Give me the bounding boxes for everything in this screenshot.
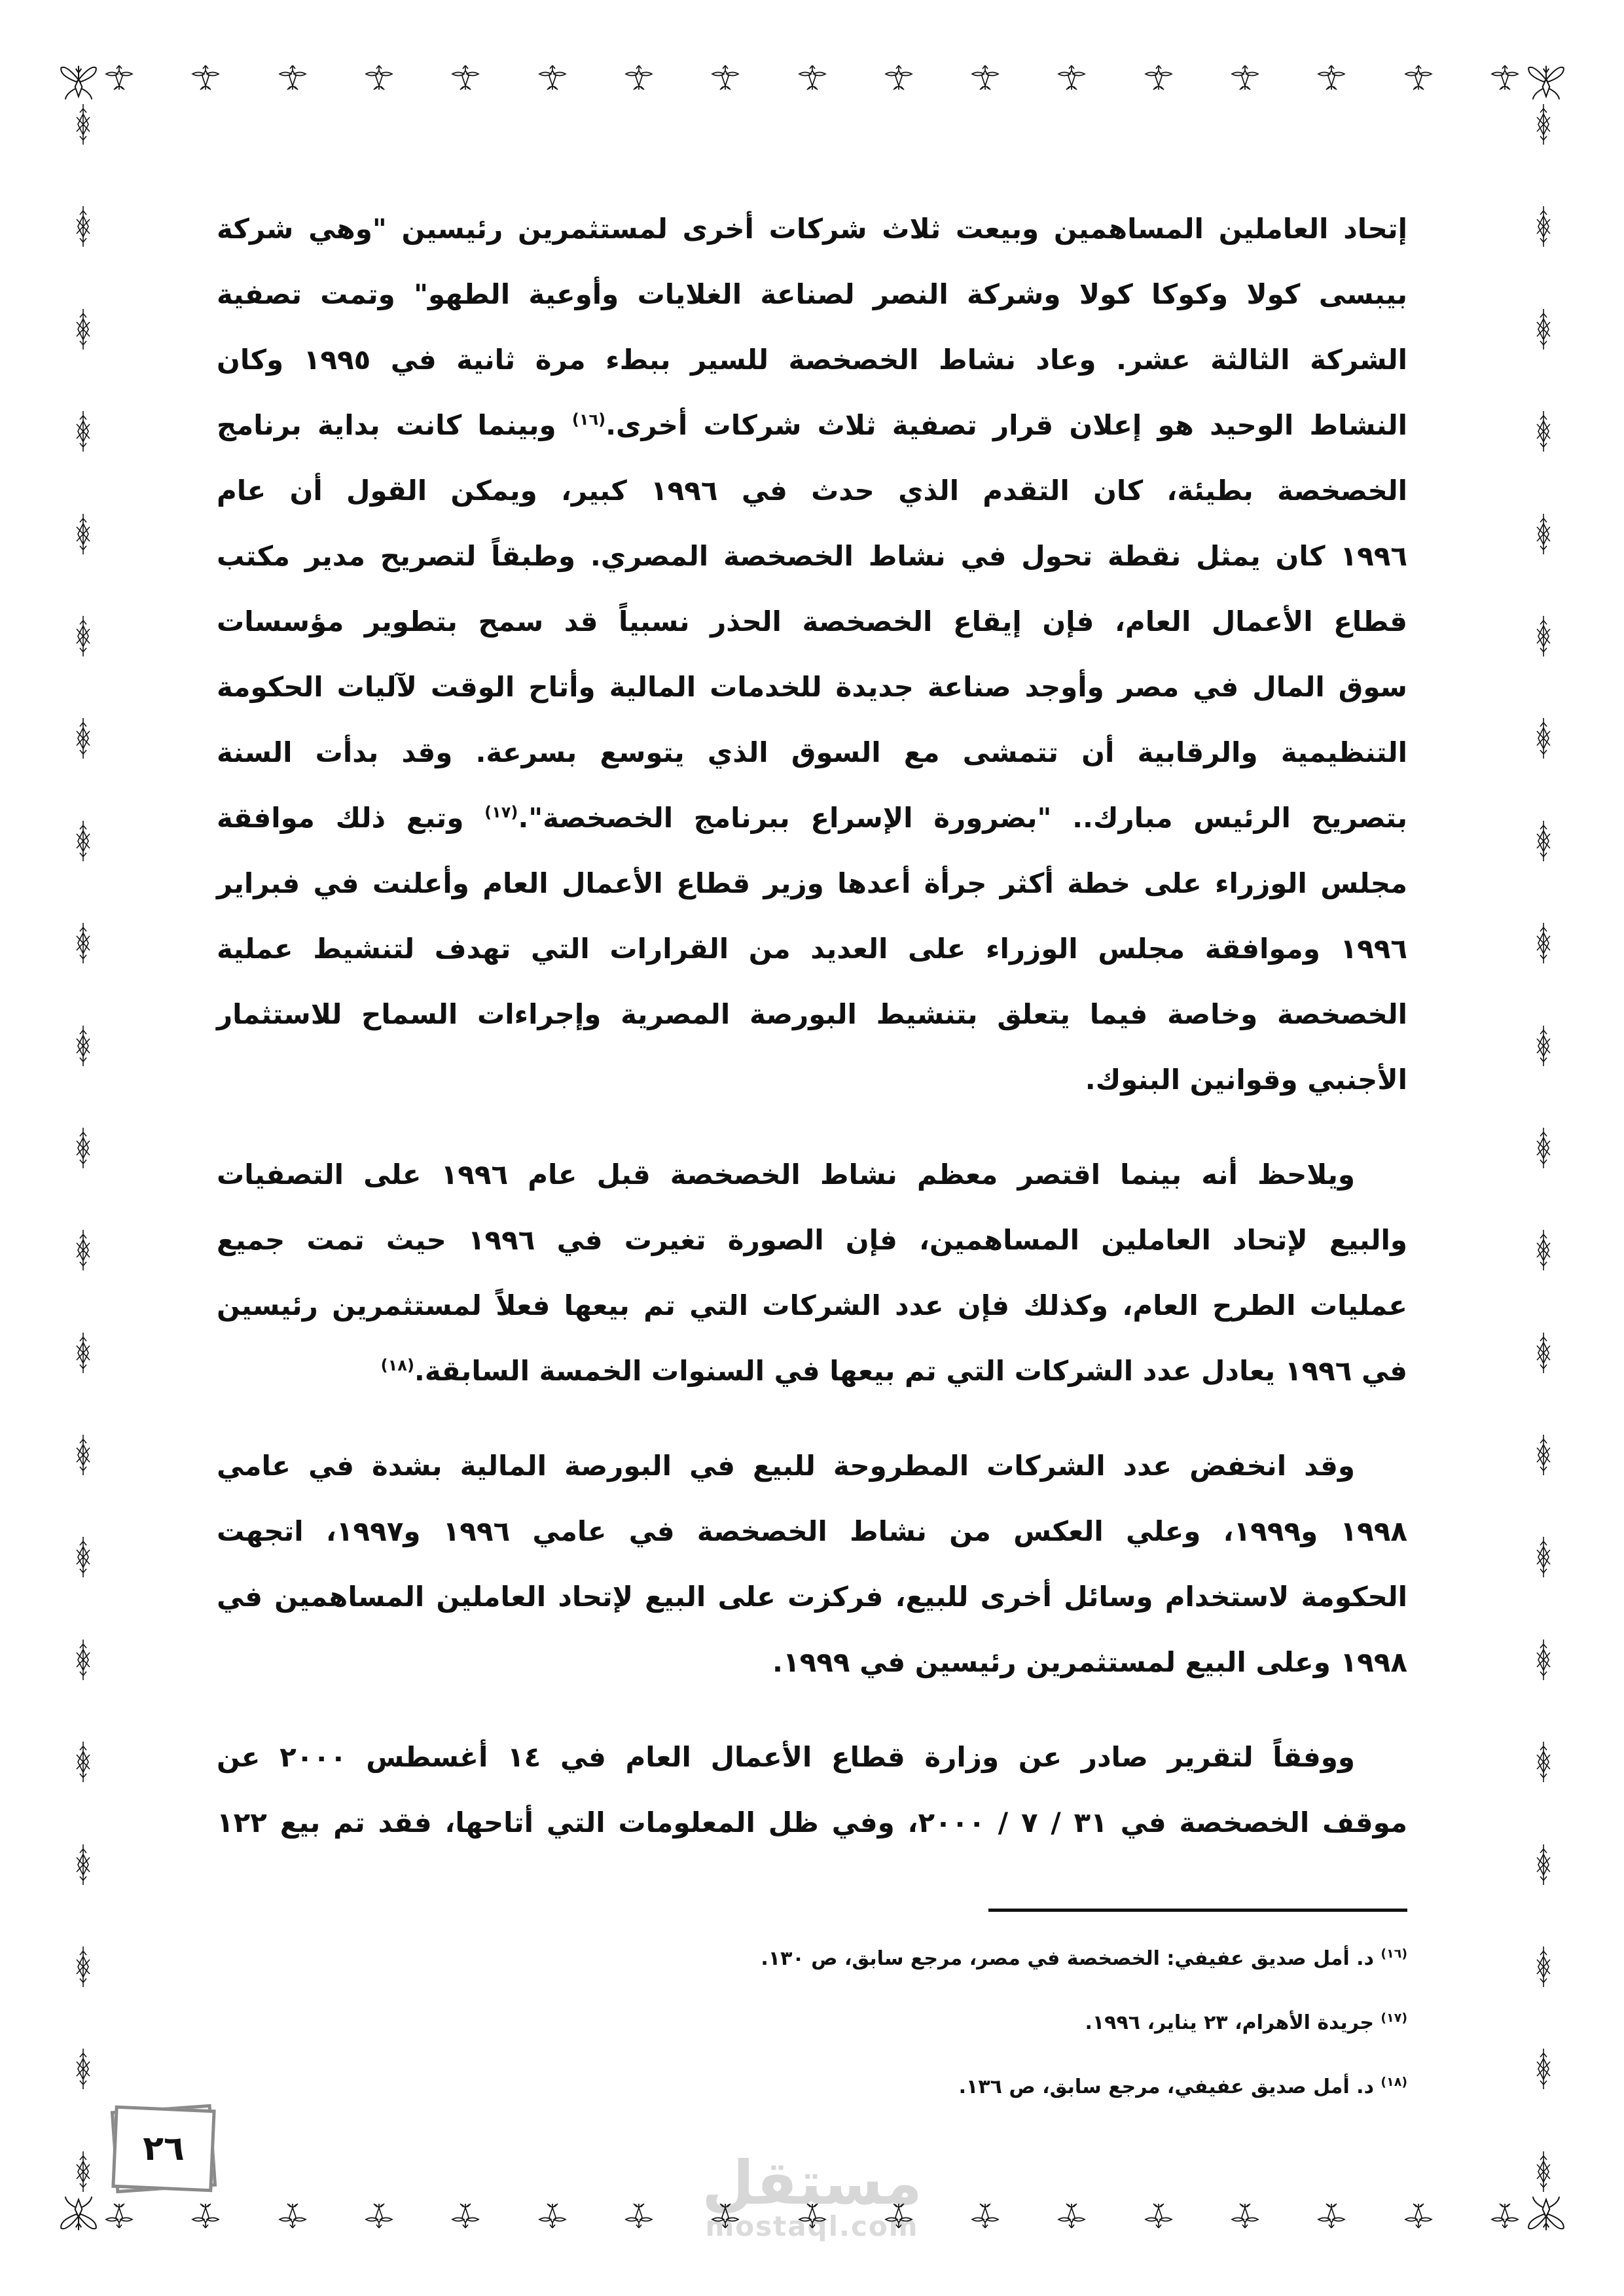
diamond-star-icon (1534, 1332, 1553, 1374)
body-text: الخصخصة بطيئة، كان التقدم الذي حدث في ١٩٩٦ كبير، ويمكن القول أن عام (217, 475, 1407, 507)
body-line (217, 1208, 1407, 1273)
body-line (217, 1725, 1407, 1790)
diamond-star-icon (1534, 717, 1553, 759)
footnote-ref: (١٧) (484, 803, 518, 821)
body-line (217, 327, 1407, 393)
page-body (217, 196, 1407, 1856)
diamond-star-icon (1534, 103, 1553, 145)
body-text: موقف الخصخصة في ٣١ / ٧ / ٢٠٠٠، وفي ظل المعلومات التي أتاحها، فقد تم بيع ١٢٢ (217, 1806, 1407, 1839)
footnote-text: د. أمل صديق عفيفي، مرجع سابق، ص ١٣٦. (958, 2075, 1381, 2098)
body-text: الخصخصة وخاصة فيما يتعلق بتنشيط البورصة المصرية وإجراءات السماح للاستثمار (217, 998, 1407, 1030)
floral-fleuron-icon (105, 64, 134, 90)
body-line (217, 851, 1407, 916)
footnotes-section (458, 1927, 1407, 2119)
watermark-domain: mostaql.com (705, 2210, 919, 2242)
diamond-star-icon (1534, 1536, 1553, 1578)
floral-fleuron-icon (1404, 2203, 1433, 2229)
diamond-star-icon (73, 1025, 93, 1067)
page-number: ٢٦ (143, 2129, 185, 2168)
corner-flower-icon (1525, 2194, 1567, 2236)
floral-fleuron-icon (365, 2203, 393, 2229)
footnote (458, 2055, 1407, 2119)
body-text: عمليات الطرح العام، وكذلك فإن عدد الشركات التي تم بيعها فعلاً لمستثمرين رئيسين (217, 1289, 1407, 1321)
floral-fleuron-icon (1317, 64, 1346, 90)
diamond-star-icon (73, 1434, 93, 1476)
corner-ornament-top-right (1525, 60, 1567, 102)
body-text: إتحاد العاملين المساهمين وبيعت ثلاث شركات أخرى لمستثمرين رئيسين "وهي شركة (217, 213, 1407, 245)
ornamental-border-right (1528, 103, 1559, 2193)
diamond-star-icon (1534, 2048, 1553, 2090)
floral-fleuron-icon (711, 2203, 740, 2229)
footnote (458, 1927, 1407, 1991)
floral-fleuron-icon (798, 2203, 827, 2229)
body-text: الحكومة لاستخدام وسائل أخرى للبيع، فركزت على البيع لإتحاد العاملين المساهمين في (217, 1581, 1407, 1613)
diamond-star-icon (73, 922, 93, 964)
floral-fleuron-icon (624, 2203, 653, 2229)
floral-fleuron-icon (451, 2203, 480, 2229)
diamond-star-icon (1534, 1127, 1553, 1169)
ornamental-border-top (105, 63, 1519, 92)
body-text: ١٩٩٨ و١٩٩٩، وعلي العكس من نشاط الخصخصة في عامي ١٩٩٦ و١٩٩٧، اتجهت (217, 1515, 1407, 1547)
body-text: سوق المال في مصر وأوجد صناعة جديدة للخدمات المالية وأتاح الوقت لآليات الحكومة (217, 671, 1407, 703)
body-text: النشاط الوحيد هو إعلان قرار تصفية ثلاث شركات أخرى. (605, 409, 1407, 441)
footnote-marker: (١٨) (1380, 2075, 1407, 2089)
body-text: والبيع لإتحاد العاملين المساهمين، فإن الصورة تغيرت في ١٩٩٦ حيث تمت جميع (217, 1224, 1407, 1256)
floral-fleuron-icon (278, 2203, 307, 2229)
diamond-star-icon (1534, 1844, 1553, 1886)
body-text: ١٩٩٨ وعلى البيع لمستثمرين رئيسين في ١٩٩٩. (772, 1646, 1407, 1678)
diamond-star-icon (1534, 1025, 1553, 1067)
body-line (217, 524, 1407, 589)
diamond-star-icon (1534, 206, 1553, 247)
floral-fleuron-icon (1231, 2203, 1259, 2229)
floral-fleuron-icon (971, 2203, 1000, 2229)
floral-fleuron-icon (1490, 64, 1519, 90)
paragraph (217, 1725, 1407, 1856)
corner-ornament-bottom-left (58, 2194, 99, 2236)
floral-fleuron-icon (884, 2203, 913, 2229)
floral-fleuron-icon (1490, 2203, 1519, 2229)
footnote-separator (988, 1909, 1407, 1912)
body-line (217, 1142, 1407, 1208)
paragraph (217, 1142, 1407, 1404)
diamond-star-icon (1534, 308, 1553, 350)
diamond-star-icon (1534, 1639, 1553, 1681)
diamond-star-icon (73, 1639, 93, 1681)
body-line (217, 982, 1407, 1047)
diamond-star-icon (73, 615, 93, 657)
body-line (217, 1433, 1407, 1499)
floral-fleuron-icon (624, 64, 653, 90)
diamond-star-icon (73, 1946, 93, 1988)
floral-fleuron-icon (278, 64, 307, 90)
body-line (217, 458, 1407, 524)
floral-fleuron-icon (451, 64, 480, 90)
floral-fleuron-icon (1144, 2203, 1173, 2229)
corner-flower-icon (58, 2194, 99, 2236)
diamond-star-icon (73, 206, 93, 247)
floral-fleuron-icon (1231, 64, 1259, 90)
footnote-marker: (١٦) (1380, 1946, 1407, 1961)
diamond-star-icon (73, 1229, 93, 1271)
diamond-star-icon (1534, 410, 1553, 452)
body-line (217, 589, 1407, 655)
corner-ornament-top-left (58, 60, 99, 102)
body-text: الأجنبي وقوانين البنوك. (1085, 1064, 1407, 1096)
footnote-ref: (١٨) (380, 1356, 414, 1374)
diamond-star-icon (1534, 1434, 1553, 1476)
body-line (217, 196, 1407, 262)
body-line (217, 720, 1407, 785)
ornamental-border-bottom (105, 2202, 1519, 2231)
body-line (217, 785, 1407, 851)
diamond-star-icon (1534, 1946, 1553, 1988)
body-line (217, 916, 1407, 982)
floral-fleuron-icon (191, 2203, 220, 2229)
floral-fleuron-icon (1057, 64, 1086, 90)
footnote-ref: (١٦) (571, 410, 606, 429)
diamond-star-icon (73, 717, 93, 759)
body-text: مجلس الوزراء على خطة أكثر جرأة أعدها وزير قطاع الأعمال العام وأعلنت في فبراير (217, 867, 1407, 899)
floral-fleuron-icon (538, 2203, 567, 2229)
diamond-star-icon (73, 1536, 93, 1578)
diamond-star-icon (73, 2151, 93, 2193)
page-number-box (109, 2104, 218, 2194)
body-text: في ١٩٩٦ يعادل عدد الشركات التي تم بيعها في السنوات الخمسة السابقة. (414, 1355, 1407, 1387)
body-text: ووفقاً لتقرير صادر عن وزارة قطاع الأعمال العام في ١٤ أغسطس ٢٠٠٠ عن (217, 1741, 1356, 1773)
body-line (217, 1273, 1407, 1338)
diamond-star-icon (73, 308, 93, 350)
diamond-star-icon (73, 1332, 93, 1374)
floral-fleuron-icon (365, 64, 393, 90)
body-line (217, 262, 1407, 327)
diamond-star-icon (73, 513, 93, 555)
diamond-star-icon (1534, 513, 1553, 555)
floral-fleuron-icon (538, 64, 567, 90)
corner-flower-icon (58, 60, 99, 102)
body-text: وقد انخفض عدد الشركات المطروحة للبيع في البورصة المالية بشدة في عامي (217, 1450, 1355, 1482)
body-line (217, 393, 1407, 458)
body-line (217, 1630, 1407, 1695)
diamond-star-icon (73, 1844, 93, 1886)
body-line (217, 1047, 1407, 1113)
floral-fleuron-icon (884, 64, 913, 90)
watermark-wordmark: مستقل (702, 2148, 922, 2218)
diamond-star-icon (73, 2048, 93, 2090)
floral-fleuron-icon (191, 64, 220, 90)
diamond-star-icon (1534, 2151, 1553, 2193)
body-text: ١٩٩٦ كان يمثل نقطة تحول في نشاط الخصخصة المصري. وطبقاً لتصريح مدير مكتب (217, 540, 1407, 572)
body-text: التنظيمية والرقابية أن تتمشى مع السوق الذي يتوسع بسرعة. وقد بدأت السنة (217, 736, 1407, 768)
floral-fleuron-icon (105, 2203, 134, 2229)
floral-fleuron-icon (1057, 2203, 1086, 2229)
body-line (217, 1790, 1407, 1856)
floral-fleuron-icon (1317, 2203, 1346, 2229)
body-text: وتبع ذلك موافقة (217, 802, 485, 834)
body-text: ١٩٩٦ وموافقة مجلس الوزراء على العديد من القرارات التي تهدف لتنشيط عملية (217, 933, 1407, 965)
diamond-star-icon (73, 1127, 93, 1169)
footnote-text: د. أمل صديق عفيفي: الخصخصة في مصر، مرجع سابق، ص ١٣٠. (761, 1947, 1381, 1970)
body-text: ويلاحظ أنه بينما اقتصر معظم نشاط الخصخصة قبل عام ١٩٩٦ على التصفيات (217, 1158, 1355, 1191)
body-line (217, 1564, 1407, 1630)
body-line (217, 655, 1407, 720)
body-line (217, 1338, 1407, 1404)
floral-fleuron-icon (711, 64, 740, 90)
diamond-star-icon (1534, 1741, 1553, 1783)
diamond-star-icon (1534, 1229, 1553, 1271)
footnote-marker: (١٧) (1380, 2011, 1407, 2025)
diamond-star-icon (1534, 922, 1553, 964)
paragraph (217, 196, 1407, 1113)
floral-fleuron-icon (798, 64, 827, 90)
floral-fleuron-icon (1404, 64, 1433, 90)
diamond-star-icon (73, 410, 93, 452)
diamond-star-icon (73, 820, 93, 862)
diamond-star-icon (73, 1741, 93, 1783)
floral-fleuron-icon (1144, 64, 1173, 90)
footnote-text: جريدة الأهرام، ٢٣ يناير، ١٩٩٦. (1085, 2011, 1381, 2034)
body-text: بيبسى كولا وكوكا كولا وشركة النصر لصناعة الغلايات وأوعية الطهو" وتمت تصفية (217, 278, 1407, 310)
body-text: بتصريح الرئيس مبارك.. "بضرورة الإسراع ببرنامج الخصخصة". (518, 802, 1407, 834)
corner-ornament-bottom-right (1525, 2194, 1567, 2236)
corner-flower-icon (1525, 60, 1567, 102)
diamond-star-icon (1534, 820, 1553, 862)
body-text: قطاع الأعمال العام، فإن إيقاع الخصخصة الحذر نسبياً قد سمح بتطوير مؤسسات (217, 605, 1407, 637)
footnote (458, 1991, 1407, 2055)
diamond-star-icon (73, 103, 93, 145)
ornamental-border-left (67, 103, 99, 2193)
body-line (217, 1499, 1407, 1564)
diamond-star-icon (1534, 615, 1553, 657)
paragraph (217, 1433, 1407, 1695)
floral-fleuron-icon (971, 64, 1000, 90)
body-text: الشركة الثالثة عشر. وعاد نشاط الخصخصة للسير ببطء مرة ثانية في ١٩٩٥ وكان (217, 344, 1407, 376)
body-text: وبينما كانت بداية برنامج (217, 409, 572, 441)
